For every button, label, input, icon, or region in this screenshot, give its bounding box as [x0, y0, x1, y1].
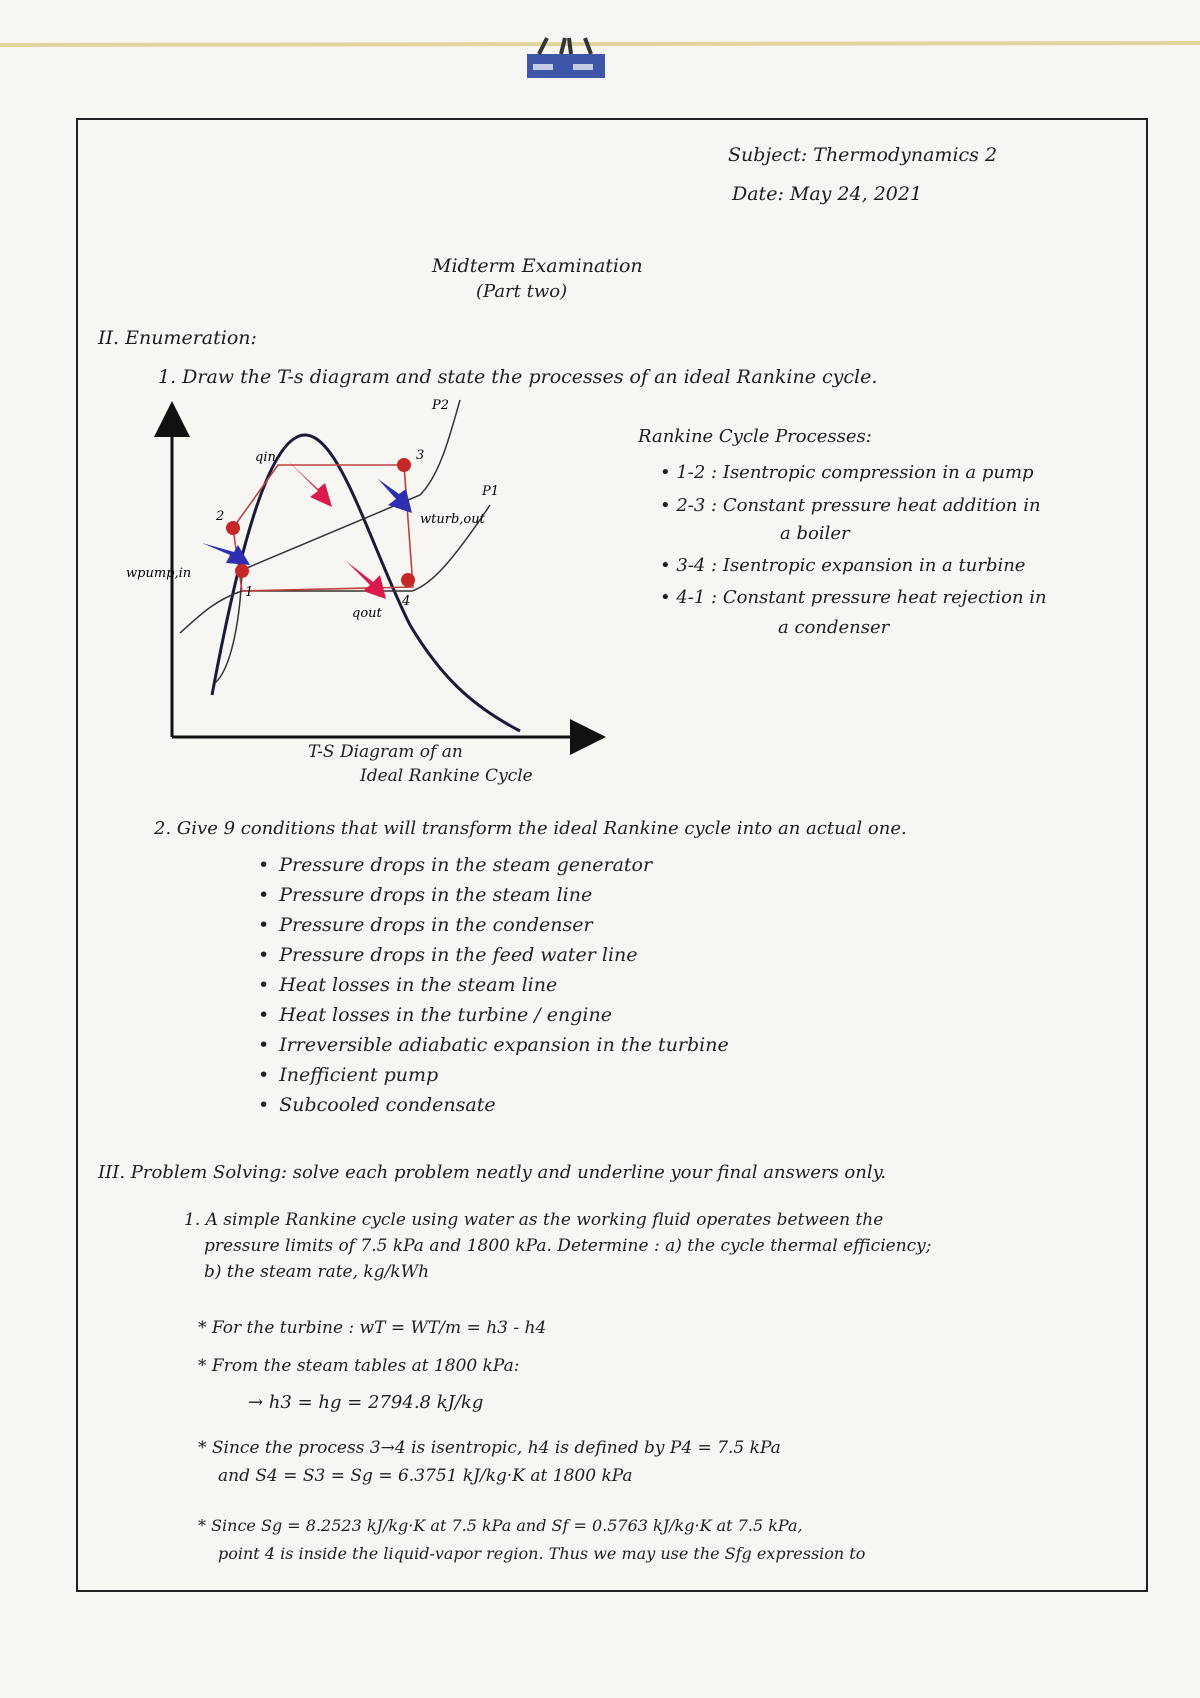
- pump-work-arrow: [202, 543, 250, 565]
- isobar-p2: [215, 400, 460, 683]
- work-line-1: * For the turbine : wT = WT/m = h3 - h4: [198, 1318, 547, 1338]
- work-line-6: * Since Sg = 8.2523 kJ/kg·K at 7.5 kPa and Sf = 0.5763 kJ/kg·K at 7.5 kPa,: [198, 1516, 803, 1535]
- diagram-caption-1: T-S Diagram of an: [308, 742, 463, 762]
- saturation-dome: [212, 435, 520, 731]
- turbine-work-arrow: [378, 479, 412, 513]
- section-3-heading: III. Problem Solving: solve each problem neatly and underline your final answers only.: [98, 1162, 887, 1183]
- exam-subtitle: (Part two): [476, 281, 568, 302]
- work-line-4: * Since the process 3→4 is isentropic, h4 is defined by P4 = 7.5 kPa: [198, 1438, 781, 1458]
- date-line: Date: May 24, 2021: [732, 183, 923, 205]
- process-2-3: • 2-3 : Constant pressure heat addition in: [660, 495, 1041, 516]
- label-point-4: 4: [402, 594, 411, 609]
- process-3-4: • 3-4 : Isentropic expansion in a turbine: [660, 555, 1026, 576]
- condition-item: • Heat losses in the steam line: [258, 970, 729, 1000]
- heat-out-arrow: [346, 561, 386, 599]
- processes-heading: Rankine Cycle Processes:: [638, 426, 872, 447]
- process-3-4-text: 3-4 : Isentropic expansion in a turbine: [676, 555, 1026, 576]
- problem-1-line-2: pressure limits of 7.5 kPa and 1800 kPa. Determine : a) the cycle thermal efficiency;: [204, 1236, 932, 1256]
- label-q-out: qout: [352, 606, 382, 621]
- problem-1-line-1: 1. A simple Rankine cycle using water as the working fluid operates between the: [184, 1210, 884, 1230]
- heat-in-arrow: [288, 461, 332, 507]
- label-p1: P1: [482, 484, 500, 499]
- condition-item: • Pressure drops in the condenser: [258, 910, 729, 940]
- section-2-heading: II. Enumeration:: [98, 327, 257, 349]
- label-w-pump: wpump,in: [126, 566, 192, 581]
- process-2-3-cont: a boiler: [780, 523, 850, 544]
- work-line-7: point 4 is inside the liquid-vapor region. Thus we may use the Sfg expression to: [218, 1544, 866, 1563]
- problem-1-line-3: b) the steam rate, kg/kWh: [204, 1262, 430, 1282]
- work-line-3: → h3 = hg = 2794.8 kJ/kg: [248, 1392, 484, 1413]
- work-line-2: * From the steam tables at 1800 kPa:: [198, 1356, 520, 1376]
- condition-item: • Pressure drops in the feed water line: [258, 940, 729, 970]
- state-point-3: [397, 458, 411, 472]
- question-1: 1. Draw the T-s diagram and state the processes of an ideal Rankine cycle.: [158, 366, 878, 388]
- work-line-5: and S4 = S3 = Sg = 6.3751 kJ/kg·K at 1800 kPa: [218, 1466, 633, 1486]
- process-4-1-cont: a condenser: [778, 617, 890, 638]
- process-4-1-text: 4-1 : Constant pressure heat rejection in: [676, 587, 1047, 608]
- question-2: 2. Give 9 conditions that will transform the ideal Rankine cycle into an actual one.: [154, 818, 907, 839]
- diagram-caption-2: Ideal Rankine Cycle: [360, 766, 533, 786]
- state-point-2: [226, 521, 240, 535]
- process-1-2-text: 1-2 : Isentropic compression in a pump: [676, 462, 1034, 483]
- exam-title: Midterm Examination: [432, 255, 643, 277]
- condition-item: • Pressure drops in the steam line: [258, 880, 729, 910]
- condition-item: • Pressure drops in the steam generator: [258, 850, 729, 880]
- ts-diagram: [120, 395, 620, 765]
- process-2-3-text: 2-3 : Constant pressure heat addition in: [676, 495, 1041, 516]
- condition-item: • Subcooled condensate: [258, 1090, 729, 1120]
- label-point-1: 1: [245, 585, 254, 600]
- subject-line: Subject: Thermodynamics 2: [728, 144, 998, 166]
- binder-clip-image: [525, 36, 607, 80]
- state-point-1: [235, 564, 249, 578]
- label-p2: P2: [432, 398, 450, 413]
- label-q-in: qin: [255, 450, 276, 465]
- label-w-turb: wturb,out: [420, 512, 485, 527]
- condition-item: • Heat losses in the turbine / engine: [258, 1000, 729, 1030]
- label-point-2: 2: [216, 509, 225, 524]
- state-point-4: [401, 573, 415, 587]
- condition-item: • Irreversible adiabatic expansion in the turbine: [258, 1030, 729, 1060]
- process-4-1: • 4-1 : Constant pressure heat rejection in: [660, 587, 1047, 608]
- label-point-3: 3: [416, 448, 425, 463]
- condition-item: • Inefficient pump: [258, 1060, 729, 1090]
- process-1-2: • 1-2 : Isentropic compression in a pump: [660, 462, 1034, 483]
- conditions-list: [258, 850, 729, 1120]
